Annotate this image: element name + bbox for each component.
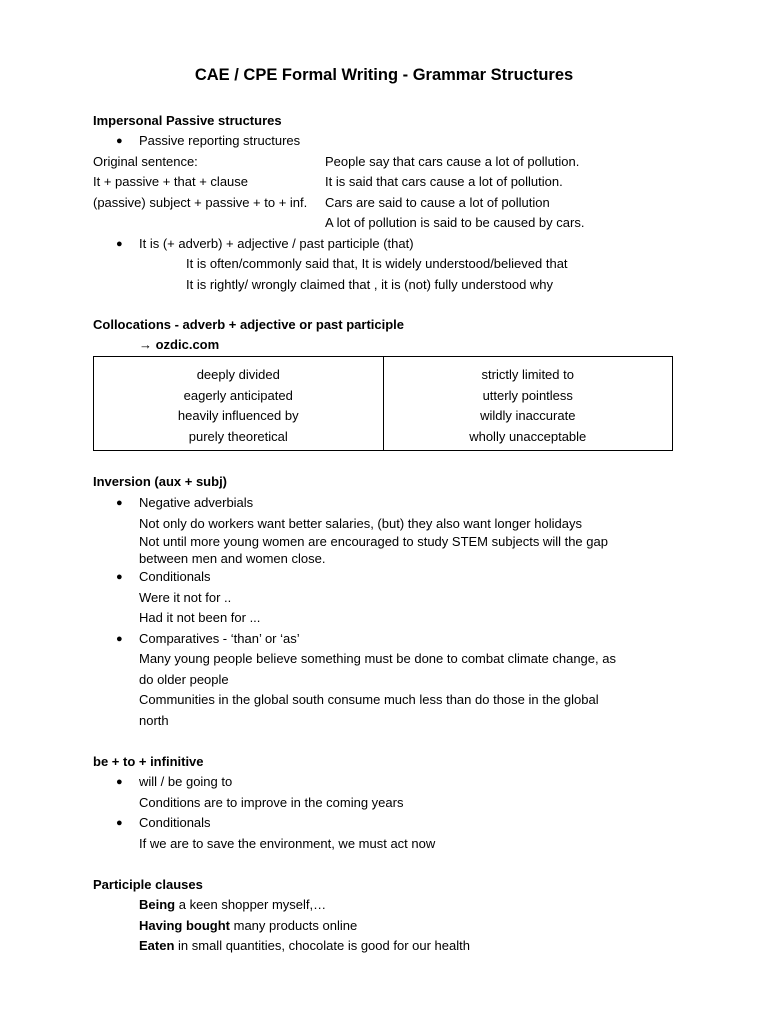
phrase-rest: many products online	[230, 918, 358, 933]
section-heading-participle: Participle clauses	[93, 877, 203, 892]
section-heading-impersonal: Impersonal Passive structures	[93, 113, 282, 128]
bullet-icon: ●	[116, 817, 123, 829]
bullet-text: Passive reporting structures	[139, 133, 301, 148]
example-line: Not only do workers want better salaries, (but) they also want longer holidays	[139, 516, 582, 531]
bullet-icon: ●	[116, 497, 123, 509]
collocation-item: deeply divided	[196, 367, 280, 382]
phrase-rest: a keen shopper myself,…	[175, 897, 327, 912]
collocation-item: wholly unacceptable	[469, 428, 587, 444]
collocation-item: strictly limited to	[481, 367, 574, 382]
example-line: do older people	[139, 672, 229, 687]
example-line	[139, 938, 470, 954]
page-title: CAE / CPE Formal Writing - Grammar Structures	[194, 66, 574, 84]
section-heading-inversion: Inversion (aux + subj)	[93, 474, 228, 489]
bullet-text: Conditionals	[139, 569, 211, 584]
bullet-text: It is (+ adverb) + adjective / past participle (that)	[139, 236, 414, 251]
table-cell-right	[383, 357, 673, 451]
phrase-rest: in small quantities, chocolate is good for our health	[174, 938, 470, 953]
bullet-icon: ●	[116, 633, 123, 645]
example-line: Were it not for ..	[139, 590, 232, 605]
bullet-text: Comparatives - ‘than’ or ‘as’	[139, 631, 300, 646]
example-line: It is rightly/ wrongly claimed that , it is (not) fully understood why	[186, 277, 554, 292]
example-line: Communities in the global south consume much less than do those in the global	[139, 692, 599, 707]
collocation-item: eagerly anticipated	[183, 387, 293, 403]
example-line	[139, 918, 357, 934]
collocations-table	[93, 356, 673, 451]
bold-phrase: Having bought	[139, 918, 230, 933]
structure-example: People say that cars cause a lot of pollution.	[325, 154, 580, 169]
structure-label: It + passive + that + clause	[93, 174, 249, 189]
example-line: between men and women close.	[139, 551, 326, 566]
example-line: Had it not been for ...	[139, 610, 261, 625]
structure-example: It is said that cars cause a lot of pollution.	[325, 174, 563, 189]
bullet-icon: ●	[116, 135, 123, 147]
example-line: If we are to save the environment, we must act now	[139, 836, 436, 851]
example-line: Not until more young women are encouraged to study STEM subjects will the gap	[139, 534, 608, 549]
example-line: Many young people believe something must be done to combat climate change, as	[139, 651, 616, 666]
collocation-item: purely theoretical	[188, 428, 288, 444]
bullet-icon: ●	[116, 776, 123, 788]
structure-example: A lot of pollution is said to be caused by cars.	[325, 215, 585, 230]
collocation-item: utterly pointless	[482, 387, 573, 403]
bullet-text: Negative adverbials	[139, 495, 254, 510]
structure-label: Original sentence:	[93, 154, 198, 169]
bullet-text: will / be going to	[139, 774, 233, 789]
example-line: It is often/commonly said that, It is widely understood/believed that	[186, 256, 568, 271]
example-line	[139, 897, 326, 913]
table-cell-left	[94, 357, 384, 451]
collocation-item: wildly inaccurate	[480, 408, 576, 423]
bold-phrase: Being	[139, 897, 176, 912]
structure-label: (passive) subject + passive + to + inf.	[93, 195, 308, 210]
table-row	[94, 357, 673, 451]
example-line: Conditions are to improve in the coming years	[139, 795, 404, 810]
example-line: north	[139, 713, 169, 728]
section-heading-collocations: Collocations - adverb + adjective or past participle	[93, 317, 405, 332]
structure-example: Cars are said to cause a lot of pollution	[325, 195, 550, 210]
section-heading-be-to: be + to + infinitive	[93, 754, 204, 769]
bullet-icon: ●	[116, 238, 123, 250]
bold-phrase: Eaten	[139, 938, 175, 953]
collocation-item: heavily influenced by	[177, 408, 299, 423]
reference-link: → ozdic.com	[139, 337, 220, 352]
bullet-text: Conditionals	[139, 815, 211, 830]
bullet-icon: ●	[116, 571, 123, 583]
